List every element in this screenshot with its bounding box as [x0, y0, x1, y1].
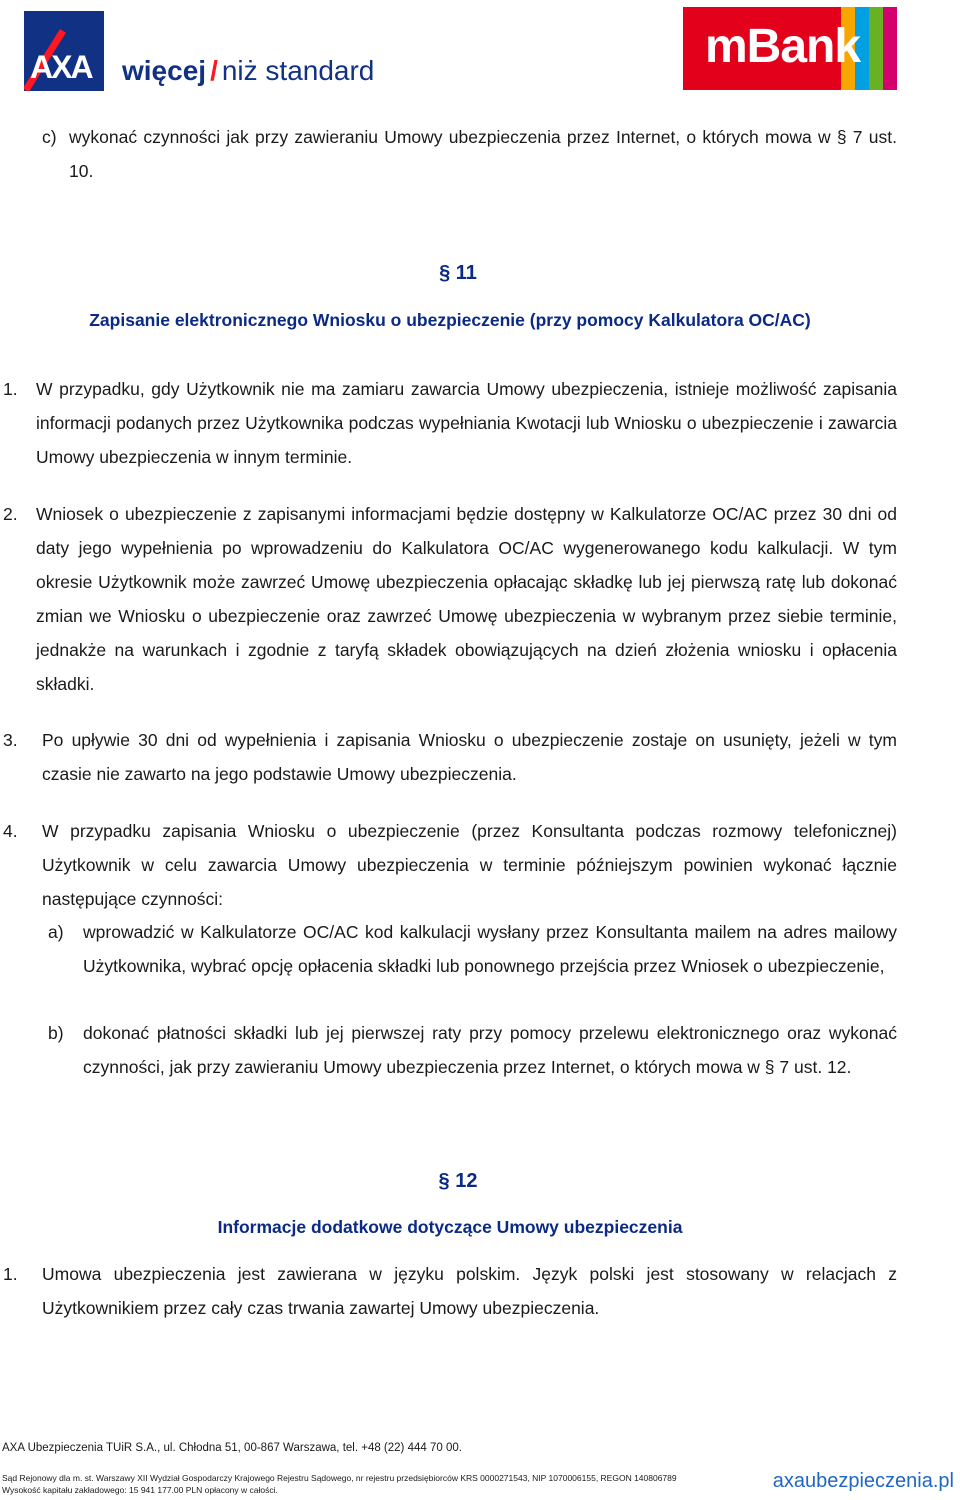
- item-text: W przypadku, gdy Użytkownik nie ma zamiaru zawarcia Umowy ubezpieczenia, istnieje możliwość zapisania informacji podanych przez Użytkownika podczas wypełniania Kwotacji lub Wniosku o ubezpieczenie i zawarcia Umowy ubezpieczenia w innym terminie.: [36, 379, 897, 467]
- subitem-text: wprowadzić w Kalkulatorze OC/AC kod kalkulacji wysłany przez Konsultanta mailem na adres mailowy Użytkownika, wybrać opcję opłacenia składki lub ponownego przejścia przez Wniosek o ubezpieczenie,: [83, 922, 897, 976]
- section-11-item-1: [3, 372, 897, 474]
- section-12-number: § 12: [438, 1170, 478, 1192]
- section-11-subitem-b: [48, 1016, 897, 1084]
- item-number: 2.: [3, 504, 18, 524]
- subitem-label: b): [48, 1023, 64, 1043]
- mbank-stripe-pink: [883, 7, 897, 90]
- item-number: 1.: [3, 1264, 18, 1284]
- footer-company-info: AXA Ubezpieczenia TUiR S.A., ul. Chłodna 51, 00-867 Warszawa, tel. +48 (22) 444 70 00.: [2, 1442, 462, 1454]
- footer-website-link[interactable]: axaubezpieczenia.pl: [772, 1470, 954, 1492]
- mbank-stripe-green: [869, 7, 883, 90]
- section-12-item-1: [3, 1257, 897, 1325]
- item-c: [42, 120, 897, 188]
- section-11-number: § 11: [439, 262, 477, 284]
- axa-logo-text: AXA: [30, 49, 92, 85]
- section-11-subitem-a: [48, 915, 897, 983]
- item-c-label: c): [42, 127, 57, 147]
- footer-capital-line: Wysokość kapitału zakładowego: 15 941 177.00 PLN opłacony w całości.: [2, 1485, 278, 1495]
- axa-tagline: [122, 55, 374, 87]
- subitem-label: a): [48, 922, 64, 942]
- section-11-title: Zapisanie elektronicznego Wniosku o ubezpieczenie (przy pomocy Kalkulatora OC/AC): [89, 310, 811, 330]
- tagline-part2: niż standard: [221, 55, 375, 86]
- item-text: Po upływie 30 dni od wypełnienia i zapisania Wniosku o ubezpieczenie zostaje on usunięty, jeżeli w tym czasie nie zawarto na jego podstawie Umowy ubezpieczenia.: [42, 730, 897, 784]
- section-11-item-3: [3, 723, 897, 791]
- item-text: W przypadku zapisania Wniosku o ubezpieczenie (przez Konsultanta podczas rozmowy telefonicznej) Użytkownik w celu zawarcia Umowy ubezpieczenia w terminie późniejszym powinien wykonać łącznie następujące czynności:: [42, 821, 897, 909]
- tagline-slash: /: [210, 55, 218, 86]
- axa-logo: [24, 11, 104, 91]
- section-12-title: Informacje dodatkowe dotyczące Umowy ubezpieczenia: [217, 1217, 683, 1237]
- subitem-text: dokonać płatności składki lub jej pierwszej raty przy pomocy przelewu elektronicznego oraz wykonać czynności, jak przy zawieraniu Umowy ubezpieczenia przez Internet, o których mowa w § 7 ust. 12.: [83, 1023, 897, 1077]
- item-text: Wniosek o ubezpieczenie z zapisanymi informacjami będzie dostępny w Kalkulatorze OC/AC przez 30 dni od daty jego wypełnienia po wprowadzeniu do Kalkulatora OC/AC wygenerowanego kodu kalkulacji. W tym okresie Użytkownik może zawrzeć Umowę ubezpieczenia opłacając składkę lub jej pierwszą ratę lub dokonać zmian we Wniosku o ubezpieczenie oraz zawrzeć Umowę ubezpieczenia w wybranym przez siebie terminie, jednakże na warunkach i zgodnie z taryfą składek obowiązujących na dzień złożenia wniosku i opłacenia składki.: [36, 504, 897, 694]
- footer-registry-info: [2, 1472, 762, 1496]
- item-c-text: wykonać czynności jak przy zawieraniu Umowy ubezpieczenia przez Internet, o których mowa w § 7 ust. 10.: [69, 127, 897, 181]
- mbank-logo: [683, 7, 897, 90]
- item-number: 3.: [3, 730, 18, 750]
- page-header: [0, 0, 960, 100]
- section-11-item-2: [3, 497, 897, 701]
- item-number: 4.: [3, 821, 18, 841]
- mbank-logo-text: mBank: [705, 20, 861, 73]
- item-text: Umowa ubezpieczenia jest zawierana w języku polskim. Język polski jest stosowany w relacjach z Użytkownikiem przez cały czas trwania zawartej Umowy ubezpieczenia.: [42, 1264, 897, 1318]
- item-number: 1.: [3, 379, 18, 399]
- section-11-item-4: [3, 814, 897, 916]
- tagline-part1: więcej: [122, 55, 207, 86]
- footer-registry-line: Sąd Rejonowy dla m. st. Warszawy XII Wydział Gospodarczy Krajowego Rejestru Sądowego, nr rejestru przedsiębiorców KRS 0000271543, NIP 1070006155, REGON 140806789: [2, 1473, 677, 1483]
